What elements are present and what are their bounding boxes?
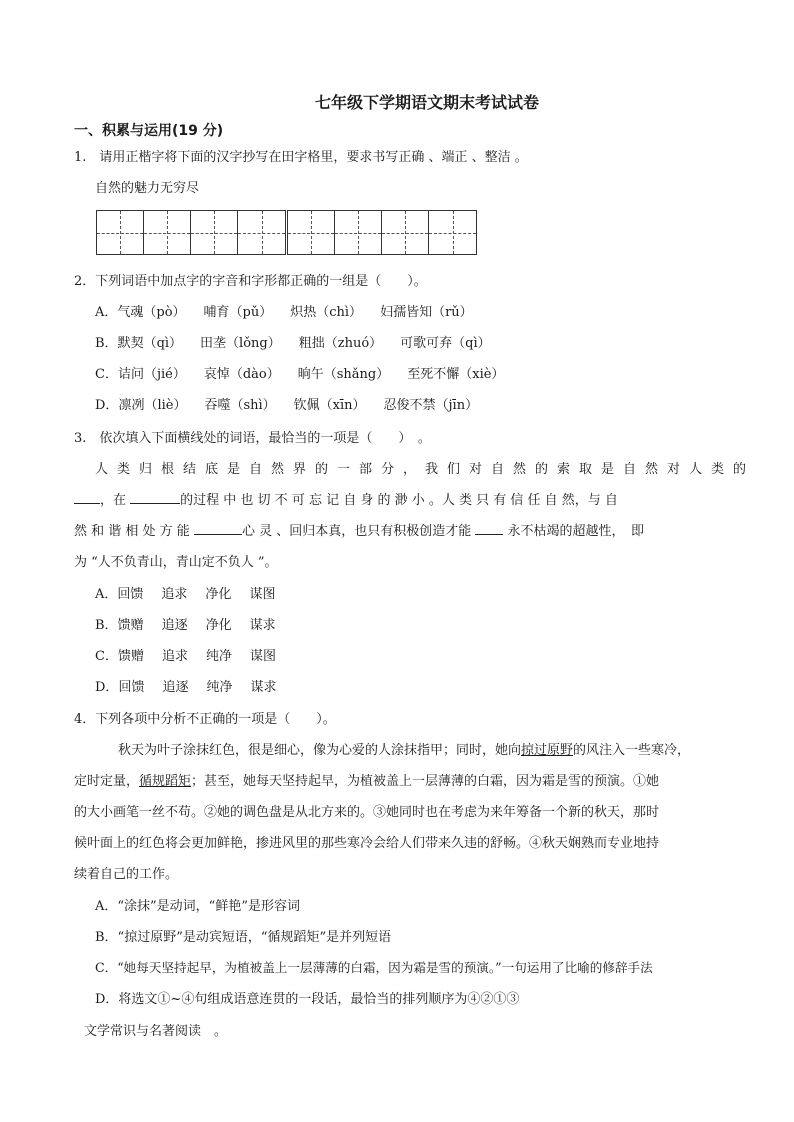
grid-cell [382, 211, 429, 254]
writing-grid-right [287, 210, 477, 255]
q3-option-b: B．馈赠 追逐 净化 谋求 [95, 618, 276, 633]
blank-1[interactable] [74, 491, 100, 504]
grid-cell [429, 211, 476, 254]
q3-passage-line-3: 然 和 谐 相 处 方 能 心 灵 、回归本真，也只有积极创造才能 永不枯竭的超越性， 即 [74, 524, 644, 539]
q4-passage-line-5: 续着自己的工作。 [74, 867, 179, 882]
q1-stem: 1. 请用正楷字将下面的汉字抄写在田字格里，要求书写正确 、端正 、整洁 。 [74, 150, 528, 165]
q3-option-a: A．回馈 追求 净化 谋图 [95, 587, 276, 602]
grid-cell [191, 211, 238, 254]
grid-cell [238, 211, 285, 254]
blank-3[interactable] [194, 522, 242, 535]
grid-cell [144, 211, 191, 254]
grid-cell [288, 211, 335, 254]
q3-passage-line-1: 人 类 归 根 结 底 是 自 然 界 的 一 部 分 ， 我 们 对 自 然 的 索 取 是 自 然 对 人 类 的 [95, 462, 746, 477]
q3-passage-line-2: ，在 的过程 中 也 切 不 可 忘 记 自 身 的 渺 小 。人 类 只 有 信 任 自 然，与 自 [74, 489, 746, 508]
q4-option-a: A．“涂抹”是动词，“鲜艳”是形容词 [95, 899, 300, 914]
blank-4[interactable] [475, 522, 503, 535]
writing-grid-left [96, 210, 286, 255]
q2-stem: 2．下列词语中加点字的字音和字形都正确的一组是（ ）。 [74, 274, 427, 289]
q3-option-d: D．回馈 追逐 纯净 谋求 [95, 680, 277, 695]
q4-option-d: D．将选文①~④句组成语意连贯的一段话，最恰当的排列顺序为④②①③ [95, 992, 520, 1007]
q2-option-a: A．气魂（pò） 哺育（pǔ） 炽热（chì） 妇孺皆知（rǔ） [95, 305, 473, 320]
q4-passage-line-2: 定时定量，循规蹈矩；甚至，她每天坚持起早，为植被盖上一层薄薄的白霜，因为霜是雪的预演。①她 [74, 774, 660, 789]
q3-stem: 3. 依次填入下面横线处的词语，最恰当的一项是（ ） 。 [74, 431, 431, 446]
q2-option-c: C．诘问（jié） 哀悼（dào） 晌午（shǎng） 至死不懈（xiè） [95, 367, 505, 382]
q4-option-b: B．“掠过原野”是动宾短语，“循规蹈矩”是并列短语 [95, 930, 392, 945]
q4-stem: 4．下列各项中分析不正确的一项是（ ）。 [74, 712, 336, 727]
page-title: 七年级下学期语文期末考试试卷 [314, 93, 539, 112]
q3-passage-line-4: 为 “人不负青山，青山定不负人 ”。 [74, 555, 278, 570]
section-heading-2: 文学常识与名著阅读 。 [84, 1024, 228, 1039]
q4-passage-line-4: 候叶面上的红色将会更加鲜艳，掺进风里的那些寒冷会给人们带来久违的舒畅。④秋天娴熟而专业地持 [74, 836, 660, 851]
q4-option-c: C．“她每天坚持起早，为植被盖上一层薄薄的白霜，因为霜是雪的预演。”一句运用了比喻的修辞手法 [95, 960, 653, 975]
q2-option-d: D．凛冽（liè） 吞噬（shì） 钦佩（xīn） 忍俊不禁（jīn） [95, 398, 479, 413]
q4-passage-line-1: 秋天为叶子涂抹红色，很是细心，像为心爱的人涂抹指甲；同时，她向掠过原野的风注入一些寒冷， [118, 743, 691, 758]
q3-option-c: C．馈赠 追求 纯净 谋图 [95, 649, 277, 664]
blank-2[interactable] [130, 491, 180, 504]
grid-cell [97, 211, 144, 254]
section-heading-1: 一、积累与运用(19 分) [74, 123, 224, 139]
q4-passage-line-3: 的大小画笔一丝不苟。②她的调色盘是从北方来的。③她同时也在考虑为来年筹备一个新的秋天，那时 [74, 805, 660, 820]
q1-phrase: 自然的魅力无穷尽 [95, 181, 200, 196]
q2-option-b: B．默契（qì） 田垄（lǒng） 粗拙（zhuó） 可歌可弃（qì） [95, 336, 491, 351]
grid-cell [335, 211, 382, 254]
